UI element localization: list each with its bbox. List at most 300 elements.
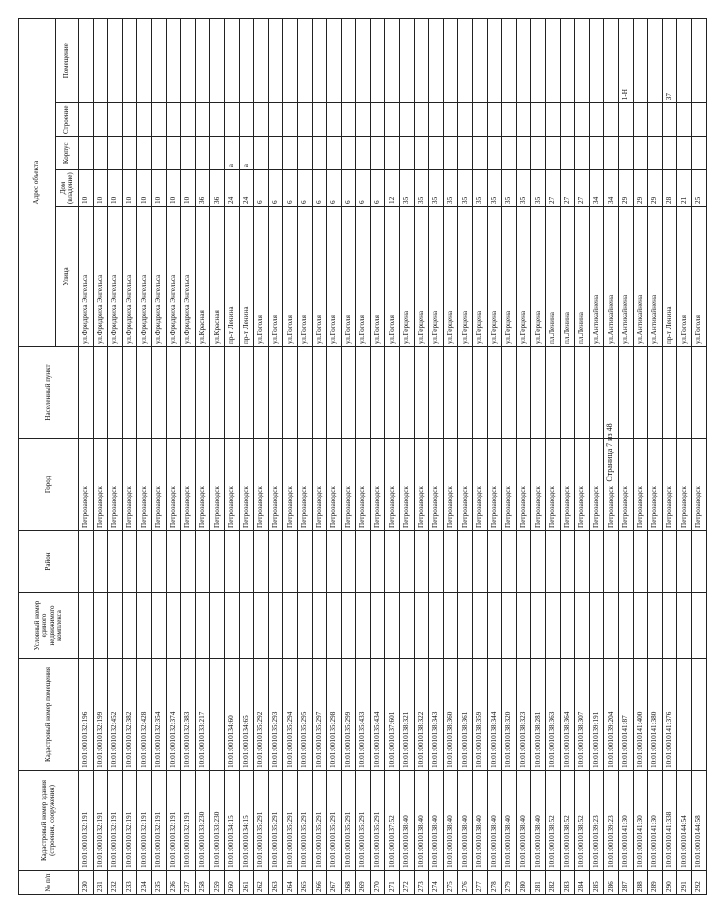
cell-conditional-number xyxy=(546,593,561,659)
header-address-group: Адрес объекта xyxy=(19,19,56,347)
cell-premise xyxy=(341,19,356,103)
cell-street: ул.Герцена xyxy=(400,207,415,347)
table-row xyxy=(691,19,706,895)
cell-city: Петрозаводск xyxy=(385,439,400,531)
cell-building xyxy=(662,137,677,170)
cell-settlement xyxy=(516,347,531,439)
table-row xyxy=(268,19,283,895)
cell-no: 290 xyxy=(662,871,677,895)
table-row xyxy=(443,19,458,895)
cell-street: ул.Гоголя xyxy=(297,207,312,347)
cell-house: 27 xyxy=(546,170,561,207)
table-row xyxy=(297,19,312,895)
cell-conditional-number xyxy=(575,593,590,659)
cell-cadastral-building: 10:01:0010138:40 xyxy=(443,771,458,871)
cell-cadastral-room: 10:01:0010141:380 xyxy=(648,659,663,771)
cell-house: 6 xyxy=(254,170,269,207)
cell-house: 10 xyxy=(93,170,108,207)
cell-building xyxy=(575,137,590,170)
cell-district xyxy=(648,531,663,593)
cell-structure xyxy=(137,103,152,137)
cell-settlement xyxy=(79,347,94,439)
cell-district xyxy=(633,531,648,593)
cell-district xyxy=(662,531,677,593)
cell-cadastral-building: 10:01:0010135:291 xyxy=(283,771,298,871)
cell-cadastral-building: 10:01:0010135:291 xyxy=(254,771,269,871)
cell-house: 6 xyxy=(312,170,327,207)
cell-settlement xyxy=(108,347,123,439)
cell-city: Петрозаводск xyxy=(239,439,254,531)
cell-premise xyxy=(79,19,94,103)
cell-building xyxy=(677,137,692,170)
cell-conditional-number xyxy=(239,593,254,659)
header-premise: Помещение xyxy=(56,19,79,103)
cell-premise xyxy=(589,19,604,103)
cell-house: 6 xyxy=(370,170,385,207)
cell-district xyxy=(589,531,604,593)
cell-city: Петрозаводск xyxy=(662,439,677,531)
table-row xyxy=(137,19,152,895)
cell-district xyxy=(516,531,531,593)
cell-cadastral-building: 10:01:0010139:23 xyxy=(589,771,604,871)
cell-cadastral-room: 10:01:0010138:360 xyxy=(443,659,458,771)
cell-city: Петрозаводск xyxy=(633,439,648,531)
cell-cadastral-building: 10:01:0010135:291 xyxy=(312,771,327,871)
cell-building xyxy=(691,137,706,170)
header-city: Город xyxy=(19,439,79,531)
cell-no: 265 xyxy=(297,871,312,895)
cell-conditional-number xyxy=(516,593,531,659)
cell-city: Петрозаводск xyxy=(79,439,94,531)
cell-cadastral-building: 10:01:0010139:23 xyxy=(604,771,619,871)
cell-cadastral-room xyxy=(691,659,706,771)
cell-cadastral-building: 10:01:0010138:40 xyxy=(531,771,546,871)
cell-district xyxy=(429,531,444,593)
cell-settlement xyxy=(254,347,269,439)
cell-city: Петрозаводск xyxy=(356,439,371,531)
cell-settlement xyxy=(224,347,239,439)
cell-city: Петрозаводск xyxy=(487,439,502,531)
cell-settlement xyxy=(589,347,604,439)
cell-conditional-number xyxy=(93,593,108,659)
cell-cadastral-building: 10:01:0010135:291 xyxy=(268,771,283,871)
cell-structure xyxy=(633,103,648,137)
cell-structure xyxy=(122,103,137,137)
cell-cadastral-building: 10:01:0010141:30 xyxy=(618,771,633,871)
cell-conditional-number xyxy=(429,593,444,659)
cell-cadastral-room: 10:01:0010141:87 xyxy=(618,659,633,771)
header-house: Дом (владение) xyxy=(56,170,79,207)
cell-no: 266 xyxy=(312,871,327,895)
cell-conditional-number xyxy=(531,593,546,659)
cell-no: 281 xyxy=(531,871,546,895)
cell-settlement xyxy=(297,347,312,439)
cell-building xyxy=(546,137,561,170)
cell-house: 10 xyxy=(166,170,181,207)
cell-settlement xyxy=(312,347,327,439)
cell-settlement xyxy=(691,347,706,439)
cell-settlement xyxy=(137,347,152,439)
cell-city: Петрозаводск xyxy=(677,439,692,531)
cell-cadastral-building: 10:01:0010132:191 xyxy=(151,771,166,871)
header-no: № п/п xyxy=(19,871,79,895)
cell-no: 258 xyxy=(195,871,210,895)
cell-district xyxy=(312,531,327,593)
cell-settlement xyxy=(531,347,546,439)
cell-cadastral-room: 10:01:0010138:359 xyxy=(473,659,488,771)
cell-street: ул.Герцена xyxy=(473,207,488,347)
cell-structure xyxy=(239,103,254,137)
cell-street: ул.Герцена xyxy=(458,207,473,347)
cell-structure xyxy=(516,103,531,137)
table-row xyxy=(473,19,488,895)
cell-settlement xyxy=(268,347,283,439)
cell-cadastral-room: 10:01:0010138:323 xyxy=(516,659,531,771)
header-district: Район xyxy=(19,531,79,593)
cell-city: Петрозаводск xyxy=(224,439,239,531)
cell-street: ул.Гоголя xyxy=(283,207,298,347)
cell-settlement xyxy=(151,347,166,439)
cell-street: ул.Гоголя xyxy=(268,207,283,347)
cell-cadastral-room: 10:01:0010137:601 xyxy=(385,659,400,771)
table-header xyxy=(19,19,79,895)
cell-settlement xyxy=(327,347,342,439)
cell-premise xyxy=(268,19,283,103)
cell-building xyxy=(93,137,108,170)
cell-cadastral-building: 10:01:0010138:52 xyxy=(560,771,575,871)
cell-premise xyxy=(516,19,531,103)
table-row xyxy=(385,19,400,895)
cell-no: 236 xyxy=(166,871,181,895)
cell-building xyxy=(487,137,502,170)
table-row xyxy=(414,19,429,895)
cell-cadastral-building: 10:01:0010133:230 xyxy=(195,771,210,871)
cell-structure xyxy=(224,103,239,137)
cell-conditional-number xyxy=(327,593,342,659)
cell-settlement xyxy=(618,347,633,439)
cell-street: ул.Фридриха Энгельса xyxy=(93,207,108,347)
cell-premise xyxy=(224,19,239,103)
cell-no: 286 xyxy=(604,871,619,895)
table-row xyxy=(589,19,604,895)
cell-premise xyxy=(429,19,444,103)
cell-premise xyxy=(560,19,575,103)
cell-house: 6 xyxy=(268,170,283,207)
cell-building xyxy=(473,137,488,170)
table-row xyxy=(370,19,385,895)
cell-cadastral-room: 10:01:0010138:322 xyxy=(414,659,429,771)
cell-street: ул.Герцена xyxy=(502,207,517,347)
cell-building xyxy=(283,137,298,170)
cell-cadastral-room xyxy=(677,659,692,771)
cell-building xyxy=(108,137,123,170)
cell-conditional-number xyxy=(224,593,239,659)
cell-house: 25 xyxy=(691,170,706,207)
cell-structure xyxy=(560,103,575,137)
cell-conditional-number xyxy=(443,593,458,659)
cell-premise xyxy=(473,19,488,103)
cell-no: 285 xyxy=(589,871,604,895)
cell-cadastral-building: 10:01:0010132:191 xyxy=(108,771,123,871)
cell-city: Петрозаводск xyxy=(429,439,444,531)
cell-street: ул.Герцена xyxy=(414,207,429,347)
header-street: Улица xyxy=(56,207,79,347)
table-row xyxy=(93,19,108,895)
cell-structure xyxy=(370,103,385,137)
cell-structure xyxy=(356,103,371,137)
cell-street: ул.Красная xyxy=(210,207,225,347)
table-row xyxy=(677,19,692,895)
cell-no: 268 xyxy=(341,871,356,895)
cell-cadastral-room: 10:01:0010134:65 xyxy=(239,659,254,771)
cell-city: Петрозаводск xyxy=(122,439,137,531)
cell-settlement xyxy=(662,347,677,439)
cell-no: 263 xyxy=(268,871,283,895)
cell-city: Петрозаводск xyxy=(210,439,225,531)
table-row xyxy=(662,19,677,895)
cell-no: 275 xyxy=(443,871,458,895)
cell-settlement xyxy=(633,347,648,439)
table-row xyxy=(458,19,473,895)
cell-house: 6 xyxy=(327,170,342,207)
cell-cadastral-room: 10:01:0010135:299 xyxy=(341,659,356,771)
cell-house: 29 xyxy=(618,170,633,207)
cell-street: ул.Антикайнена xyxy=(604,207,619,347)
cell-district xyxy=(414,531,429,593)
cell-settlement xyxy=(195,347,210,439)
cell-house: 34 xyxy=(604,170,619,207)
cell-house: 35 xyxy=(443,170,458,207)
cell-district xyxy=(356,531,371,593)
cell-cadastral-building: 10:01:0010134:15 xyxy=(239,771,254,871)
cell-city: Петрозаводск xyxy=(370,439,385,531)
cell-structure xyxy=(268,103,283,137)
table-row xyxy=(341,19,356,895)
cell-settlement xyxy=(560,347,575,439)
cell-cadastral-room: 10:01:0010138:344 xyxy=(487,659,502,771)
cell-cadastral-room: 10:01:0010132:196 xyxy=(79,659,94,771)
cell-no: 260 xyxy=(224,871,239,895)
cell-conditional-number xyxy=(137,593,152,659)
cell-city: Петрозаводск xyxy=(181,439,196,531)
cell-cadastral-building: 10:01:0010138:40 xyxy=(400,771,415,871)
cell-structure xyxy=(327,103,342,137)
cell-house: 35 xyxy=(458,170,473,207)
header-cadastral-room: Кадастровый номер помещения xyxy=(19,659,79,771)
cell-district xyxy=(370,531,385,593)
cell-structure xyxy=(487,103,502,137)
cell-settlement xyxy=(385,347,400,439)
cell-no: 276 xyxy=(458,871,473,895)
cell-building xyxy=(312,137,327,170)
cell-cadastral-building: 10:01:0010141:338 xyxy=(662,771,677,871)
cell-street: ул.Гоголя xyxy=(254,207,269,347)
cell-street: ул.Фридриха Энгельса xyxy=(137,207,152,347)
cell-street: ул.Гоголя xyxy=(370,207,385,347)
cell-settlement xyxy=(239,347,254,439)
cell-premise xyxy=(297,19,312,103)
table-row xyxy=(79,19,94,895)
cell-district xyxy=(691,531,706,593)
cell-cadastral-room: 10:01:0010141:400 xyxy=(633,659,648,771)
cell-settlement xyxy=(370,347,385,439)
cell-no: 292 xyxy=(691,871,706,895)
cell-cadastral-room: 10:01:0010133:217 xyxy=(195,659,210,771)
cell-premise: 1-Н xyxy=(618,19,633,103)
cell-no: 273 xyxy=(414,871,429,895)
cell-district xyxy=(151,531,166,593)
cell-district xyxy=(283,531,298,593)
cell-structure xyxy=(443,103,458,137)
cell-no: 288 xyxy=(633,871,648,895)
cell-street: ул.Фридриха Энгельса xyxy=(108,207,123,347)
cell-premise xyxy=(691,19,706,103)
cell-city: Петрозаводск xyxy=(151,439,166,531)
cell-cadastral-room: 10:01:0010141:376 xyxy=(662,659,677,771)
cell-building xyxy=(443,137,458,170)
table-row xyxy=(327,19,342,895)
cell-structure xyxy=(546,103,561,137)
cell-cadastral-room: 10:01:0010135:294 xyxy=(283,659,298,771)
header-conditional-number: Условный номер единого недвижимого комплекса xyxy=(19,593,79,659)
cell-structure xyxy=(108,103,123,137)
header-building: Корпус xyxy=(56,137,79,170)
cell-district xyxy=(575,531,590,593)
cell-house: 12 xyxy=(385,170,400,207)
table-row xyxy=(224,19,239,895)
cell-street: ул.Гоголя xyxy=(691,207,706,347)
cell-structure xyxy=(93,103,108,137)
cell-street: ул.Гоголя xyxy=(341,207,356,347)
cell-city: Петрозаводск xyxy=(108,439,123,531)
cell-building xyxy=(502,137,517,170)
table-row xyxy=(633,19,648,895)
cell-house: 10 xyxy=(108,170,123,207)
header-structure: Строение xyxy=(56,103,79,137)
cell-structure xyxy=(297,103,312,137)
cell-street: ул.Гоголя xyxy=(312,207,327,347)
cell-house: 6 xyxy=(341,170,356,207)
cell-settlement xyxy=(443,347,458,439)
cell-city: Петрозаводск xyxy=(254,439,269,531)
cell-cadastral-building: 10:01:0010138:52 xyxy=(575,771,590,871)
cell-cadastral-building: 10:01:0010137:52 xyxy=(385,771,400,871)
cell-street: ул.Фридриха Энгельса xyxy=(166,207,181,347)
cell-house: 34 xyxy=(589,170,604,207)
cell-street: пр-т Ленина xyxy=(662,207,677,347)
cell-cadastral-building: 10:01:0010134:15 xyxy=(224,771,239,871)
property-register-table xyxy=(18,18,707,895)
cell-cadastral-room: 10:01:0010135:293 xyxy=(268,659,283,771)
cell-structure xyxy=(79,103,94,137)
cell-street: ул.Гоголя xyxy=(356,207,371,347)
cell-street: пр-т Ленина xyxy=(224,207,239,347)
cell-premise xyxy=(502,19,517,103)
cell-conditional-number xyxy=(473,593,488,659)
cell-settlement xyxy=(648,347,663,439)
cell-district xyxy=(502,531,517,593)
cell-house: 35 xyxy=(516,170,531,207)
cell-house: 35 xyxy=(473,170,488,207)
cell-house: 29 xyxy=(648,170,663,207)
cell-conditional-number xyxy=(166,593,181,659)
cell-district xyxy=(79,531,94,593)
cell-street: пр-т Ленина xyxy=(239,207,254,347)
cell-district xyxy=(108,531,123,593)
cell-premise: 37 xyxy=(662,19,677,103)
cell-structure xyxy=(691,103,706,137)
cell-house: 10 xyxy=(79,170,94,207)
cell-building xyxy=(254,137,269,170)
cell-structure xyxy=(312,103,327,137)
cell-house: 10 xyxy=(151,170,166,207)
cell-house: 35 xyxy=(531,170,546,207)
cell-settlement xyxy=(210,347,225,439)
cell-street: ул.Фридриха Энгельса xyxy=(151,207,166,347)
cell-cadastral-building: 10:01:0010138:40 xyxy=(487,771,502,871)
cell-city: Петрозаводск xyxy=(400,439,415,531)
table-row xyxy=(356,19,371,895)
header-cadastral-building: Кадастровый номер здания (строения, сооружения) xyxy=(19,771,79,871)
cell-city: Петрозаводск xyxy=(516,439,531,531)
cell-conditional-number xyxy=(151,593,166,659)
cell-city: Петрозаводск xyxy=(297,439,312,531)
table-row xyxy=(560,19,575,895)
cell-cadastral-building: 10:01:0010138:40 xyxy=(414,771,429,871)
cell-structure xyxy=(181,103,196,137)
table-row xyxy=(181,19,196,895)
cell-building xyxy=(560,137,575,170)
cell-city: Петрозаводск xyxy=(268,439,283,531)
cell-house: 35 xyxy=(429,170,444,207)
cell-cadastral-building: 10:01:0010135:291 xyxy=(356,771,371,871)
cell-city: Петрозаводск xyxy=(546,439,561,531)
cell-premise xyxy=(239,19,254,103)
cell-district xyxy=(487,531,502,593)
cell-district xyxy=(458,531,473,593)
cell-street: ул.Красная xyxy=(195,207,210,347)
cell-structure xyxy=(473,103,488,137)
cell-structure xyxy=(151,103,166,137)
table-row xyxy=(531,19,546,895)
cell-cadastral-room: 10:01:0010138:343 xyxy=(429,659,444,771)
cell-house: 27 xyxy=(575,170,590,207)
cell-cadastral-building: 10:01:0010135:291 xyxy=(370,771,385,871)
cell-cadastral-building: 10:01:0010138:40 xyxy=(502,771,517,871)
cell-cadastral-building: 10:01:0010138:40 xyxy=(458,771,473,871)
cell-settlement xyxy=(473,347,488,439)
cell-cadastral-building: 10:01:0010133:230 xyxy=(210,771,225,871)
cell-city: Петрозаводск xyxy=(560,439,575,531)
cell-district xyxy=(254,531,269,593)
table-row xyxy=(546,19,561,895)
cell-no: 233 xyxy=(122,871,137,895)
cell-cadastral-building: 10:01:0010141:30 xyxy=(648,771,663,871)
cell-conditional-number xyxy=(662,593,677,659)
cell-cadastral-room: 10:01:0010135:295 xyxy=(297,659,312,771)
cell-premise xyxy=(648,19,663,103)
cell-city: Петрозаводск xyxy=(341,439,356,531)
table-row xyxy=(195,19,210,895)
cell-building xyxy=(341,137,356,170)
cell-cadastral-building: 10:01:0010144:54 xyxy=(677,771,692,871)
cell-cadastral-building: 10:01:0010132:191 xyxy=(93,771,108,871)
cell-building xyxy=(195,137,210,170)
cell-structure xyxy=(575,103,590,137)
cell-cadastral-room: 10:01:0010138:321 xyxy=(400,659,415,771)
page-footer: Страница 7 из 48 xyxy=(605,423,614,482)
cell-cadastral-building: 10:01:0010135:291 xyxy=(327,771,342,871)
